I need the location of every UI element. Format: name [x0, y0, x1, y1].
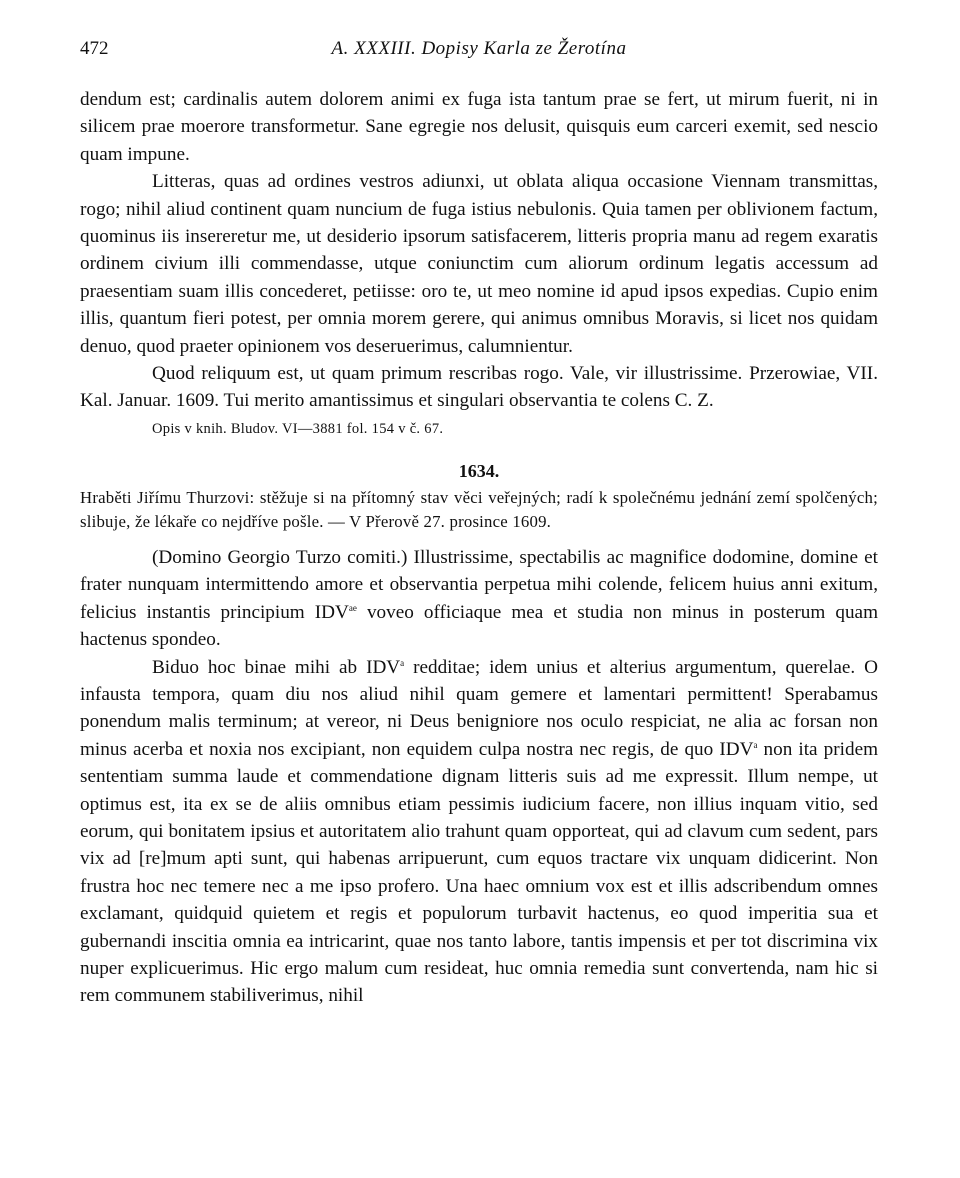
prev-letter-closing: Quod reliquum est, ut quam primum rescribas rogo. Vale, vir illustrissime. Przerowiae, VII. Kal. Januar. 1609. Tui merito amantissimus et singulari observantia te colens C. Z.: [80, 363, 878, 412]
page-header: [80, 38, 878, 68]
text-run: Biduo hoc binae mihi ab IDV: [152, 656, 401, 678]
superscript: a: [753, 739, 758, 750]
page-body: [80, 86, 878, 1010]
page-number: 472: [80, 38, 109, 59]
text-run: non ita pridem sententiam summa laude et commendatione dignam litteris suis ad me expressit. Illum nempe, ut optimus est, ita ex se de aliis omnibus etiam pessimis iudicium facere, non illius inquam vitio, sed eorum, qui bonitatem ipsius et autoritatem alio trahunt quam opporteat, qui ad clavum cum sedent, pars vix ad [re]mum apti sunt, qui habenas arripuerunt, cum equos tractare vix unquam didicerint. Non frustra hoc nec temere nec a me ipso profero. Una haec omnium vox est et illis adscribendum omnes exclamant, quidquid quietem et regis et populorum turbavit hactenus, eo quod imperitia sua et gubernandi inscitia omnia ea intricarint, quae nos tanto labore, tantis impensis et per tot discrimina vix nuper explicuerimus. Hic ergo malum cum resideat, huc omnia remedia sunt convertenda, nam hic si rem communem stabiliverimus, nihil: [80, 738, 879, 1007]
letter-number: 1634.: [458, 460, 500, 481]
letter-paragraph: [80, 544, 878, 654]
superscript: ae: [348, 602, 357, 613]
letter-regest: Hraběti Jiřímu Thurzovi: stěžuje si na přítomný stav věci veřejných; radí k společnému jednání zemí spolčených; slibuje, že lékaře co nejdříve pošle. — V Přerově 27. prosince 1609.: [80, 487, 878, 531]
text-run: redditae; idem unius et alterius argumentum, querelae. O infausta tempora, quam diu nos aliud nihil quam gemere et lamentari permittent! Sperabamus ponendum malis terminum; at vereor, ni Deus benigniore nos oculo respiciat, ne alia ac forsan non minus acerba et noxia nos excipiant, non equidem culpa nostra nec regis, de quo IDV: [80, 656, 878, 760]
running-title: A. XXXIII. Dopisy Karla ze Žerotína: [331, 38, 627, 59]
letter-paragraph: [80, 654, 878, 1010]
document-page: [80, 0, 878, 1010]
prev-letter-paragraph: dendum est; cardinalis autem dolorem animi ex fuga ista tantum prae se fert, ut mirum fuerit, ni in silicem prae moerore transformetur. Sane egregie nos delusit, quisquis eum carceri exemit, sed nescio quam impune.: [80, 89, 878, 165]
text-run: voveo officiaque mea et studia non minus in posterum quam hactenus spondeo.: [80, 601, 878, 651]
text-run: (Domino Georgio Turzo comiti.) Illustrissime, spectabilis ac magnifice dodomine, domine et frater nunquam intermittendo amore et observantia perpetua mihi colende, felicem huius anni exitum, felicius instantis principium IDV: [80, 546, 878, 623]
superscript: a: [400, 657, 405, 668]
source-note: Opis v knih. Bludov. VI—3881 fol. 154 v č. 67.: [152, 420, 444, 437]
prev-letter-paragraph: Litteras, quas ad ordines vestros adiunxi, ut oblata aliqua occasione Viennam transmittas, rogo; nihil aliud continent quam nuncium de fuga istius nebulonis. Quia tamen per oblivionem factum, quominus iis insereretur me, ut desiderio ipsorum satisfacerem, litteris propria manu ad regem exaratis ordinem civium illi commendasse, utque coniunctim cum aliorum ordinum legatis accessum ad praesentiam suam illis concederet, petiisse: oro te, ut meo nomine id apud ipsos expedias. Cupio enim illis, quantum fieri potest, per omnia morem gerere, qui animus omnibus Moravis, si licet nos quidam denuo, quod praeter opinionem vos deseruerimus, calumnientur.: [80, 171, 878, 357]
letter-text: [80, 544, 878, 1010]
